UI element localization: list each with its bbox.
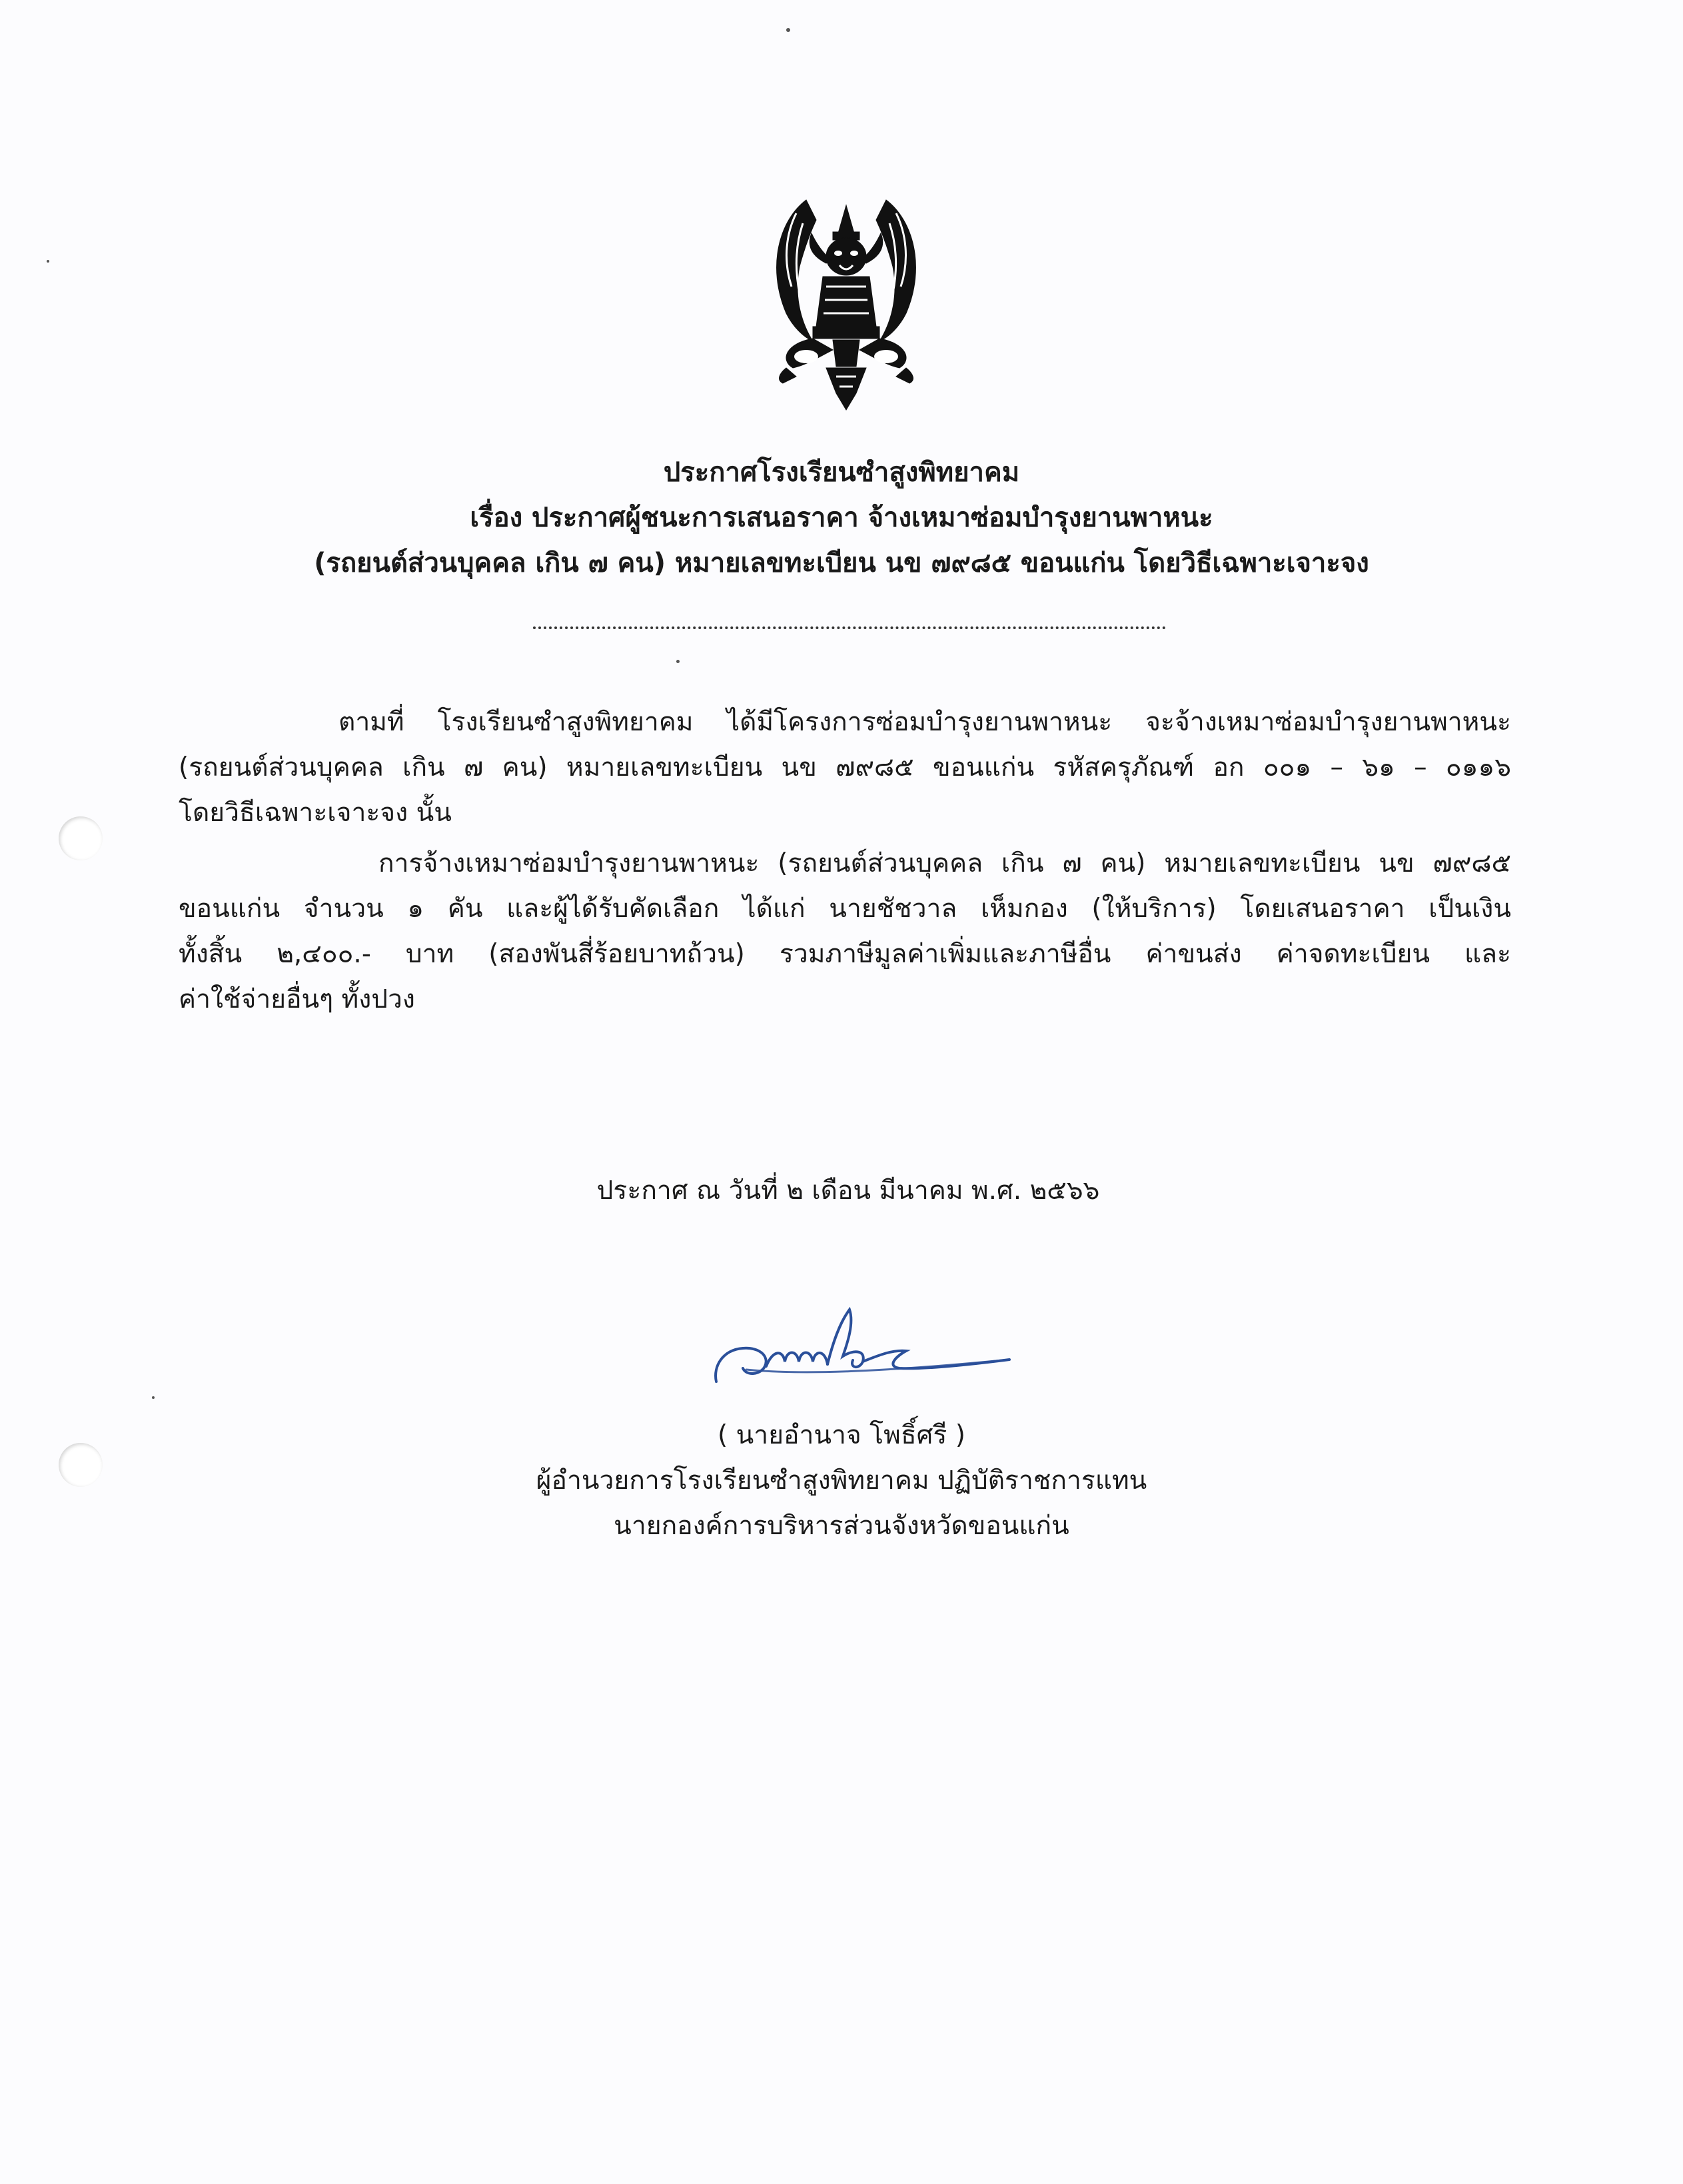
heading-line-1: ประกาศโรงเรียนซำสูงพิทยาคม bbox=[663, 457, 1020, 488]
announcement-date: ประกาศ ณ วันที่ ๒ เดือน มีนาคม พ.ศ. ๒๕๖๖ bbox=[596, 1176, 1100, 1206]
paragraph-2-line-4: ค่าใช้จ่ายอื่นๆ ทั้งปวง bbox=[179, 984, 415, 1014]
signatory-name: ( นายอำนาจ โพธิ์ศรี ) bbox=[718, 1420, 965, 1450]
scan-speck bbox=[786, 28, 790, 32]
heading-line-2: เรื่อง ประกาศผู้ชนะการเสนอราคา จ้างเหมาซ่อมบำรุงยานพาหนะ bbox=[470, 503, 1213, 533]
signatory-position-1: ผู้อำนวยการโรงเรียนซำสูงพิทยาคม ปฏิบัติราชการแทน bbox=[536, 1466, 1147, 1496]
scan-speck bbox=[47, 260, 49, 263]
scan-speck bbox=[676, 660, 680, 663]
paragraph-1-line-1: ตามที่ โรงเรียนซำสูงพิทยาคม ได้มีโครงการซ่อมบำรุงยานพาหนะ จะจ้างเหมาซ่อมบำรุงยานพาหนะ bbox=[338, 707, 1511, 737]
punch-hole-top bbox=[59, 816, 103, 860]
paragraph-1 bbox=[179, 700, 1511, 836]
document-heading bbox=[0, 450, 1683, 586]
heading-line-3: (รถยนต์ส่วนบุคคล เกิน ๗ คน) หมายเลขทะเบียน นข ๗๙๘๕ ขอนแก่น โดยวิธีเฉพาะเจาะจง bbox=[314, 548, 1369, 578]
paragraph-2-line-3: ทั้งสิ้น ๒,๔๐๐.- บาท (สองพันสี่ร้อยบาทถ้วน) รวมภาษีมูลค่าเพิ่มและภาษีอื่น ค่าขนส่ง ค่าจดทะเบียน และ bbox=[179, 939, 1511, 969]
handwritten-signature bbox=[706, 1303, 1019, 1390]
heading-divider bbox=[533, 626, 1166, 629]
signatory-position-2: นายกองค์การบริหารส่วนจังหวัดขอนแก่น bbox=[614, 1511, 1069, 1541]
paragraph-1-line-2: (รถยนต์ส่วนบุคคล เกิน ๗ คน) หมายเลขทะเบียน นข ๗๙๘๕ ขอนแก่น รหัสครุภัณฑ์ อก ๐๐๑ – ๖๑ – ๐๑๑๖ bbox=[179, 752, 1511, 782]
paragraph-2-line-2: ขอนแก่น จำนวน ๑ คัน และผู้ได้รับคัดเลือก ได้แก่ นายชัชวาล เห็มกอง (ให้บริการ) โดยเสนอราคา เป็นเงิน bbox=[179, 894, 1511, 924]
signatory-block bbox=[0, 1413, 1683, 1549]
garuda-emblem-icon bbox=[733, 193, 959, 420]
paragraph-2-line-1: การจ้างเหมาซ่อมบำรุงยานพาหนะ (รถยนต์ส่วนบุคคล เกิน ๗ คน) หมายเลขทะเบียน นข ๗๙๘๕ bbox=[378, 848, 1511, 878]
paragraph-2 bbox=[179, 841, 1511, 1022]
paragraph-1-line-3: โดยวิธีเฉพาะเจาะจง นั้น bbox=[179, 798, 452, 828]
scan-speck bbox=[152, 1396, 155, 1399]
